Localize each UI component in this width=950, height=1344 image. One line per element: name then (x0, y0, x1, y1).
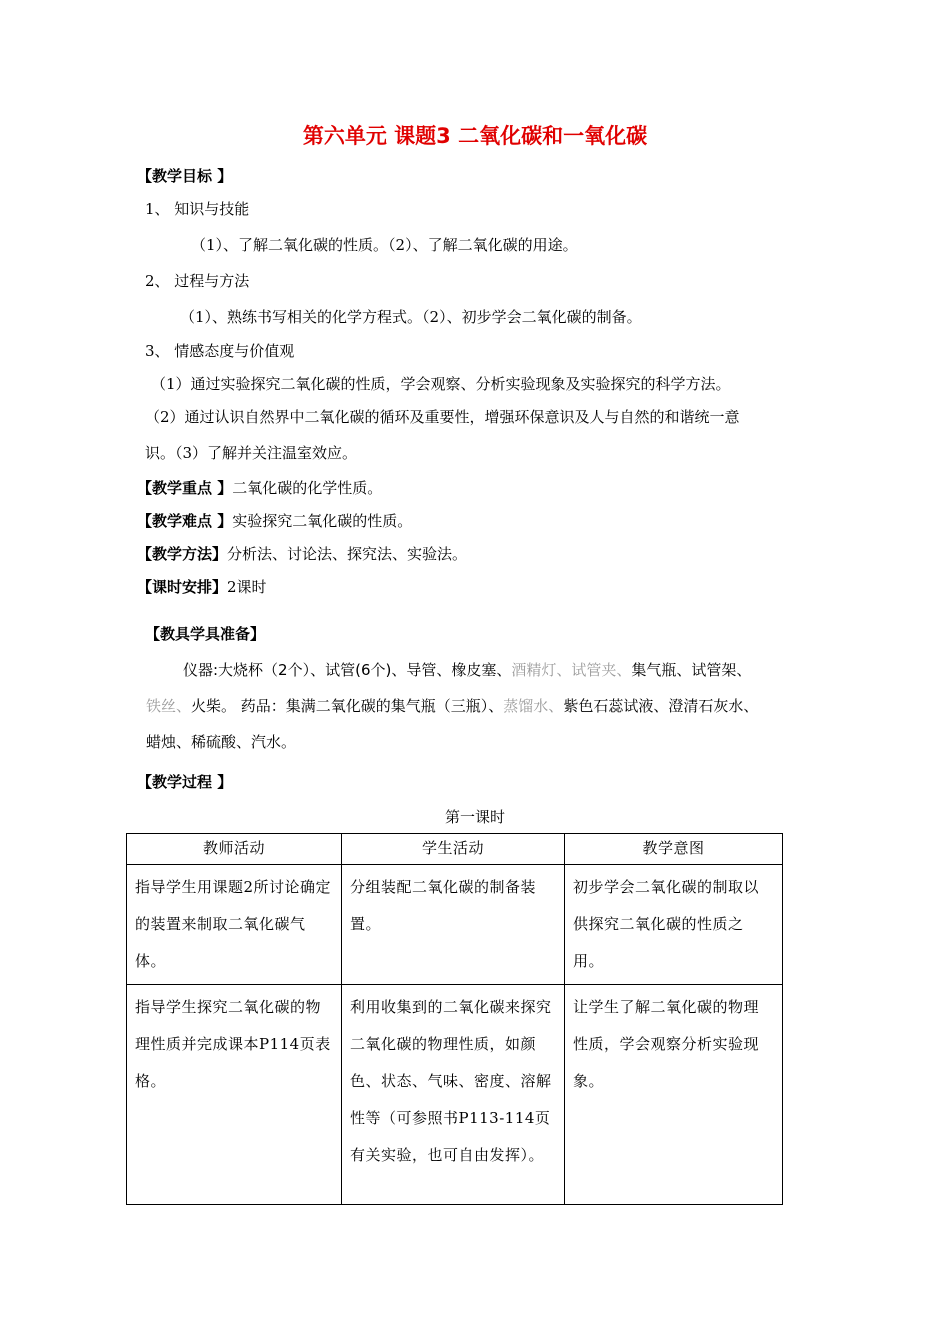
key-point-label: 【教学重点 】 (137, 479, 233, 497)
header-teaching-intent: 教学意图 (565, 834, 783, 865)
preparation-line-2-b: 火柴。 药品：集满二氧化碳的集气瓶（三瓶）、 (191, 697, 504, 715)
preparation-line-1 (183, 660, 751, 680)
schedule-label: 【课时安排】 (137, 578, 228, 596)
header-teacher-activity: 教师活动 (127, 834, 342, 865)
table-cell: 分组装配二氧化碳的制备装置。 (342, 865, 565, 985)
method-text: 分析法、讨论法、探究法、实验法。 (227, 545, 468, 563)
preparation-line-1-a: 仪器:大烧杯（2个）、试管(6个)、导管、橡皮塞、 (183, 661, 512, 679)
attitude-line-2: （2）通过认识自然界中二氧化碳的循环及重要性，增强环保意识及人与自然的和谐统一意 (145, 408, 740, 426)
attitude-line-3: 识。（3）了解并关注温室效应。 (145, 444, 358, 462)
key-point-row (137, 478, 382, 498)
lesson-caption: 第一课时 (444, 808, 505, 826)
preparation-line-3: 蜡烛、稀硫酸、汽水。 (146, 733, 297, 751)
knowledge-content: （1）、了解二氧化碳的性质。（2）、了解二氧化碳的用途。 (191, 236, 578, 254)
attitude-label: 3、 情感态度与价值观 (145, 342, 295, 360)
schedule-row (137, 577, 267, 597)
table-cell: 让学生了解二氧化碳的物理性质，学会观察分析实验现象。 (565, 985, 783, 1205)
preparation-line-2-a: 铁丝、 (146, 697, 192, 715)
attitude-line-1: （1）通过实验探究二氧化碳的性质，学会观察、分析实验现象及实验探究的科学方法。 (151, 375, 731, 393)
table-cell: 指导学生用课题2所讨论确定的装置来制取二氧化碳气体。 (127, 865, 342, 985)
preparation-line-2-c: 蒸馏水、 (503, 697, 564, 715)
lesson-table (126, 833, 783, 1205)
difficulty-row (137, 511, 412, 531)
header-student-activity: 学生活动 (342, 834, 565, 865)
table-cell: 利用收集到的二氧化碳来探究二氧化碳的物理性质，如颜色、状态、气味、密度、溶解性等（可参照书P113-114页有关实验，也可自由发挥）。 (342, 985, 565, 1205)
preparation-line-1-b: 酒精灯、试管夹、 (511, 661, 632, 679)
process-content: （1）、熟练书写相关的化学方程式。（2）、初步学会二氧化碳的制备。 (180, 308, 642, 326)
preparation-line-2 (146, 696, 758, 716)
table-cell: 初步学会二氧化碳的制取以供探究二氧化碳的性质之用。 (565, 865, 783, 985)
key-point-text: 二氧化碳的化学性质。 (232, 479, 383, 497)
method-label: 【教学方法】 (137, 545, 228, 563)
table-row (127, 865, 783, 985)
method-row (137, 544, 467, 564)
table-header-row (127, 834, 783, 865)
page-title: 第六单元 课题3 二氧化碳和一氧化碳 (302, 124, 648, 148)
schedule-text: 2课时 (227, 578, 267, 596)
preparation-line-2-d: 紫色石蕊试液、澄清石灰水、 (563, 697, 759, 715)
objectives-heading: 【教学目标 】 (137, 167, 233, 185)
preparation-line-1-c: 集气瓶、试管架、 (631, 661, 752, 679)
process-label: 2、 过程与方法 (145, 272, 250, 290)
difficulty-label: 【教学难点 】 (137, 512, 233, 530)
preparation-heading: 【教具学具准备】 (145, 625, 266, 643)
table-cell: 指导学生探究二氧化碳的物理性质并完成课本P114页表格。 (127, 985, 342, 1205)
difficulty-text: 实验探究二氧化碳的性质。 (232, 512, 413, 530)
table-row (127, 985, 783, 1205)
knowledge-label: 1、 知识与技能 (145, 200, 250, 218)
process-heading: 【教学过程 】 (137, 773, 233, 791)
